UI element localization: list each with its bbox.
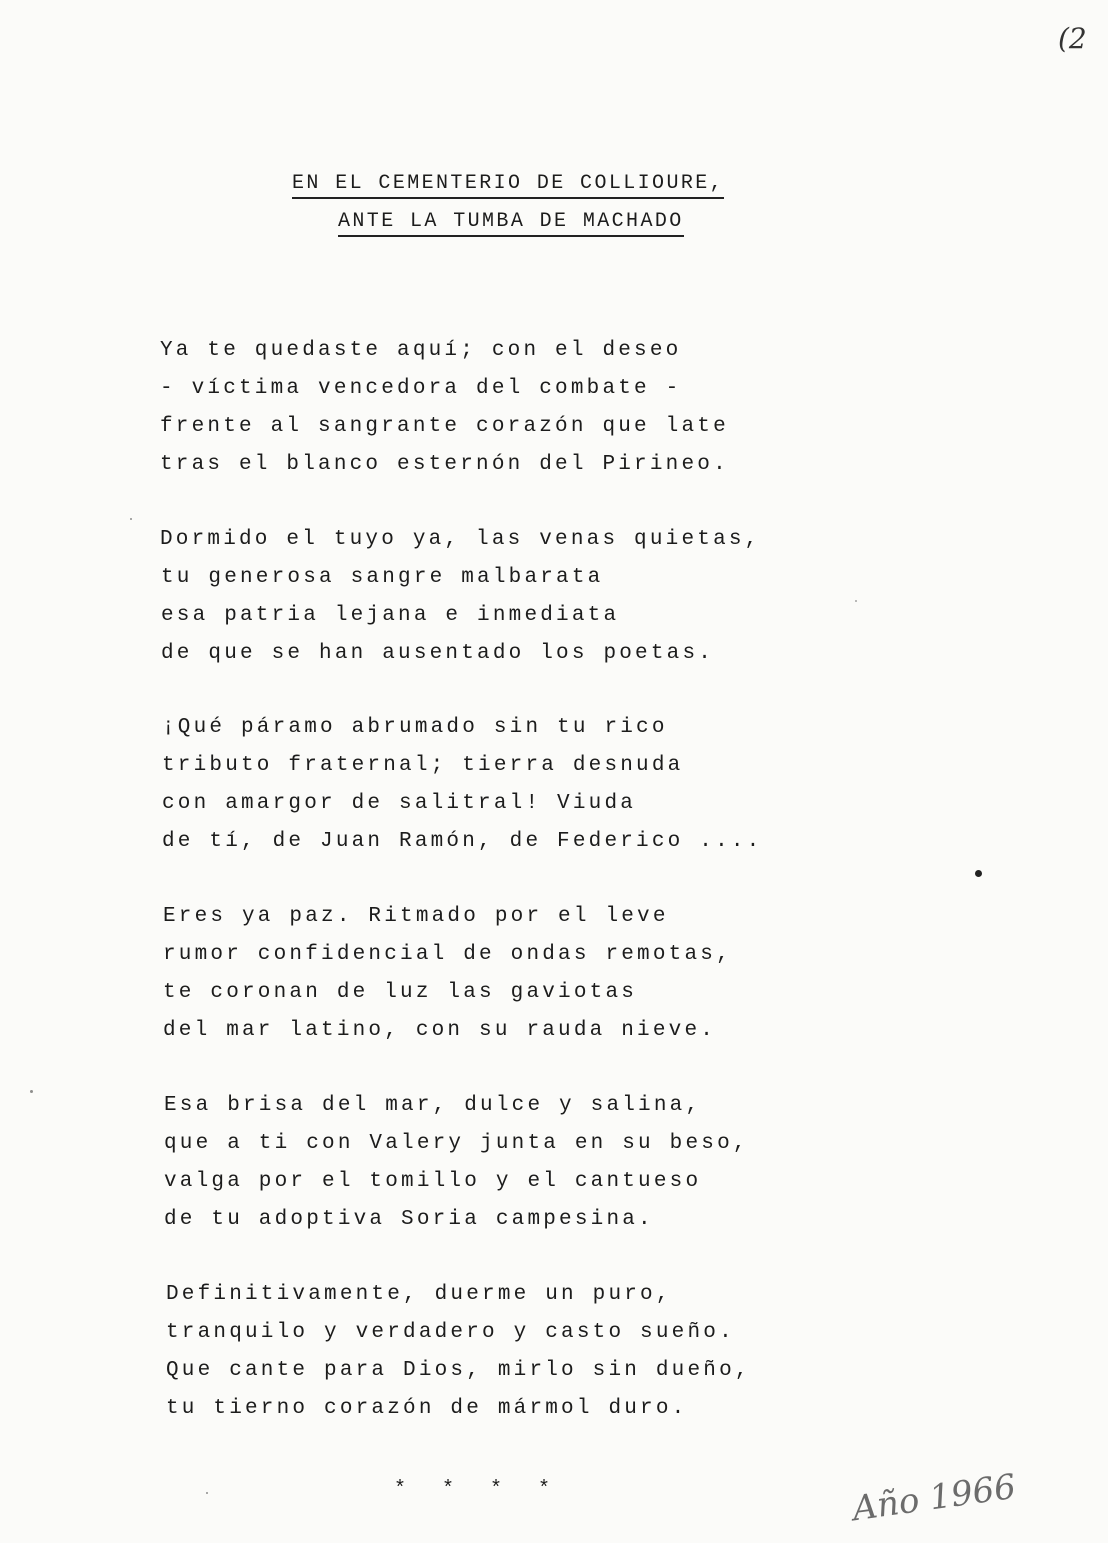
ink-speck (975, 870, 982, 877)
verse-line: Eres ya paz. Ritmado por el leve (163, 905, 669, 928)
ink-speck (30, 1090, 33, 1093)
verse-line: de tí, de Juan Ramón, de Federico .... (162, 830, 763, 853)
verse-line: de tu adoptiva Soria campesina. (164, 1208, 654, 1231)
verse-line: Dormido el tuyo ya, las venas quietas, (160, 528, 761, 551)
poem-title-line-2: ANTE LA TUMBA DE MACHADO (338, 210, 684, 237)
verse-line: tributo fraternal; tierra desnuda (162, 754, 684, 777)
verse-line: frente al sangrante corazón que late (160, 415, 729, 438)
verse-line: tras el blanco esternón del Pirineo. (160, 453, 729, 476)
handwritten-date: Año 1966 (850, 1466, 1019, 1530)
ink-speck (130, 518, 132, 520)
verse-line: de que se han ausentado los poetas. (161, 642, 715, 665)
closing-asterisks: * * * * (394, 1478, 563, 1501)
verse-line: rumor confidencial de ondas remotas, (163, 943, 732, 966)
verse-line: Que cante para Dios, mirlo sin dueño, (166, 1359, 751, 1382)
verse-line: te coronan de luz las gaviotas (163, 981, 638, 1004)
poem-title-line-1: EN EL CEMENTERIO DE COLLIOURE, (292, 172, 724, 199)
verse-line: valga por el tomillo y el cantueso (164, 1170, 702, 1193)
verse-line: con amargor de salitral! Viuda (162, 792, 637, 815)
verse-line: tu generosa sangre malbarata (161, 566, 604, 589)
verse-line: Ya te quedaste aquí; con el deseo (160, 339, 682, 362)
verse-line: que a ti con Valery junta en su beso, (164, 1132, 749, 1155)
verse-line: tranquilo y verdadero y casto sueño. (166, 1321, 735, 1344)
verse-line: tu tierno corazón de mármol duro. (166, 1397, 688, 1420)
ink-speck (855, 600, 857, 602)
verse-line: Definitivamente, duerme un puro, (166, 1283, 672, 1306)
ink-speck (206, 1492, 208, 1494)
verse-line: esa patria lejana e inmediata (161, 604, 620, 627)
verse-line: - víctima vencedora del combate - (160, 377, 682, 400)
page-number-note: (2 (1058, 22, 1087, 55)
verse-line: Esa brisa del mar, dulce y salina, (164, 1094, 702, 1117)
verse-line: del mar latino, con su rauda nieve. (163, 1019, 717, 1042)
verse-line: ¡Qué páramo abrumado sin tu rico (162, 716, 668, 739)
